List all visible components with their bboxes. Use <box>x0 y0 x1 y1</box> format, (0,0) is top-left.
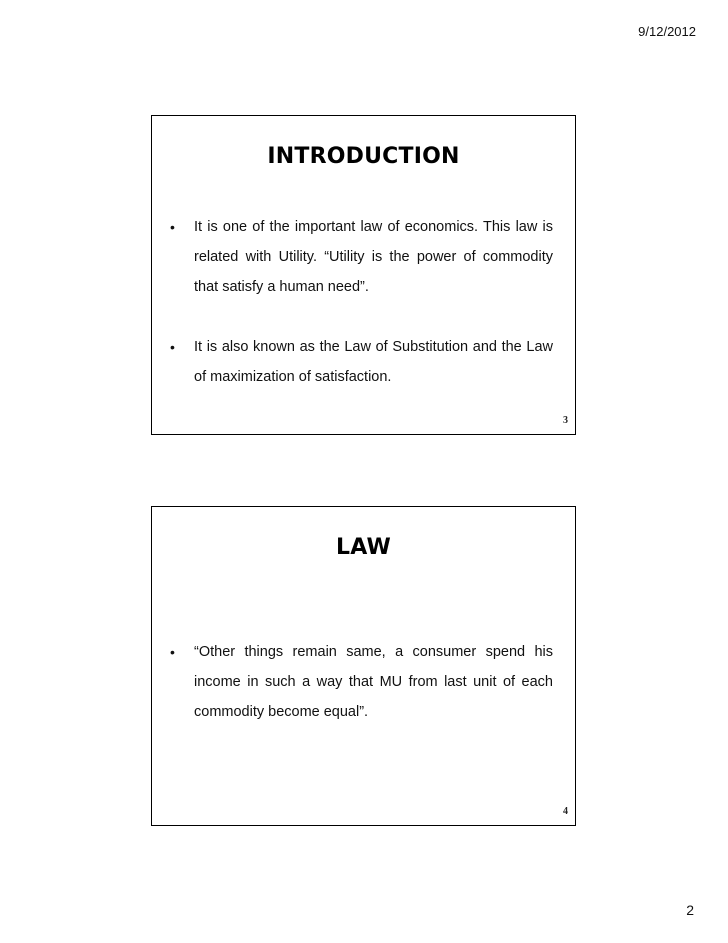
slide-number: 4 <box>563 806 568 817</box>
bullet-item <box>170 212 553 302</box>
bullet-text: “Other things remain same, a consumer spend his income in such a way that MU from last unit of each commodity become equal”. <box>194 644 553 720</box>
bullet-list <box>170 637 553 727</box>
bullet-text: It is also known as the Law of Substitution and the Law of maximization of satisfaction. <box>194 339 553 385</box>
slide-introduction <box>151 115 576 435</box>
slide-law <box>151 506 576 826</box>
page-number: 2 <box>686 902 694 918</box>
bullet-item <box>170 332 553 392</box>
slide-number: 3 <box>563 415 568 426</box>
bullet-icon: • <box>170 219 175 235</box>
bullet-item <box>170 637 553 727</box>
slide-title: INTRODUCTION <box>267 144 460 169</box>
bullet-list <box>170 212 553 392</box>
slide-title: LAW <box>336 535 391 560</box>
bullet-text: It is one of the important law of economics. This law is related with Utility. “Utility is the power of commodity that satisfy a human need”. <box>194 219 553 295</box>
page-date: 9/12/2012 <box>638 24 696 39</box>
bullet-icon: • <box>170 339 175 355</box>
bullet-icon: • <box>170 644 175 660</box>
